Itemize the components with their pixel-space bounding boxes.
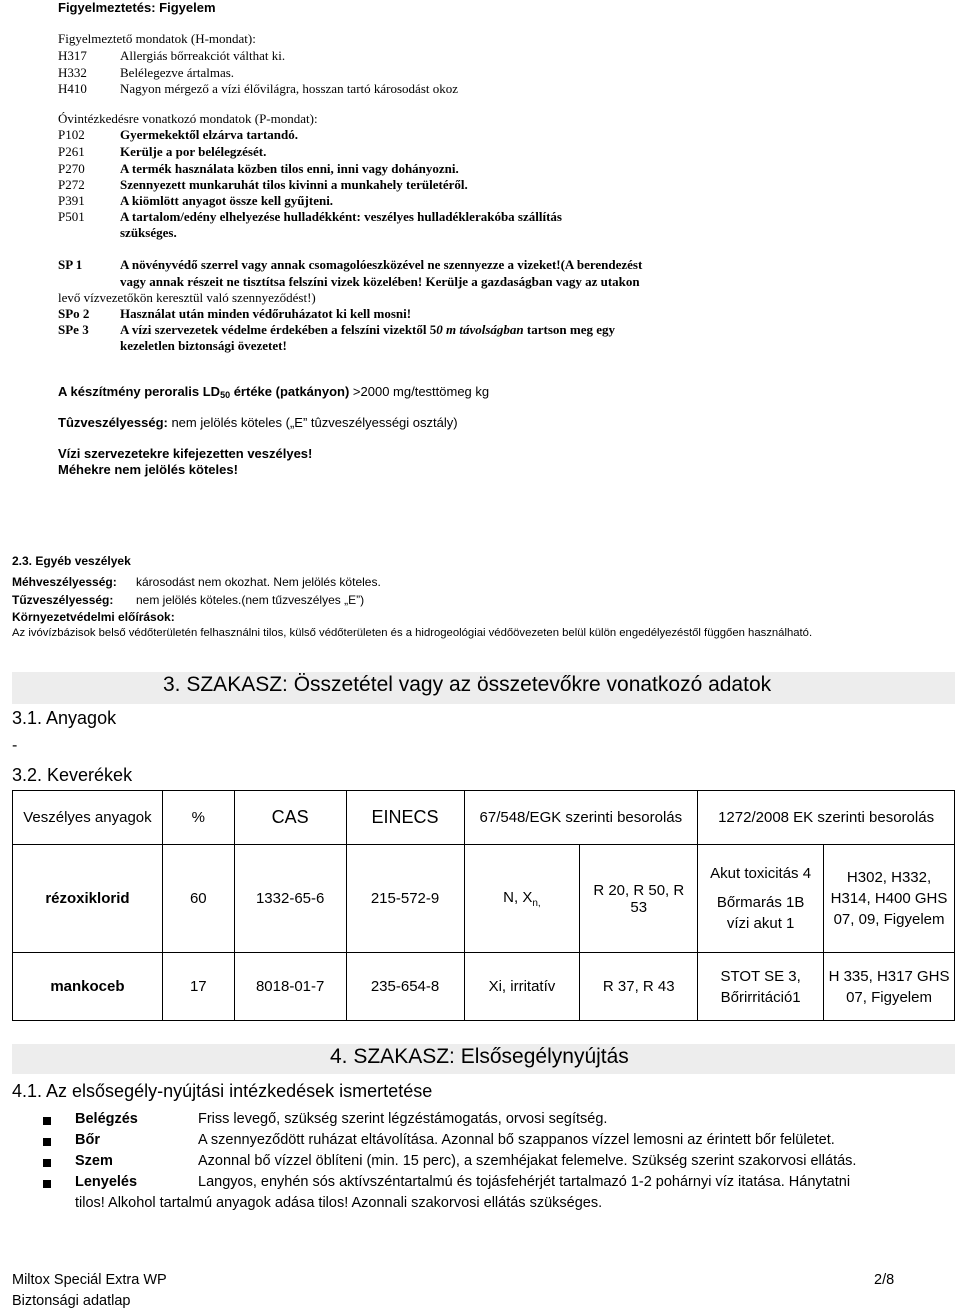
substance-einecs: 215-572-9: [346, 845, 464, 953]
p-statement-row: [58, 177, 468, 193]
first-aid-label: Bőr: [75, 1132, 100, 1148]
h-text: Belélegezve ártalmas.: [120, 65, 235, 80]
classification-text: N, X: [503, 888, 533, 906]
sp-text: Használat után minden védőruházatot ki kell mosni!: [120, 306, 412, 321]
ld50-value: >2000 mg/testtömeg kg: [349, 384, 490, 399]
fire-hazard-value: nem jelölés köteles.(nem tűzveszélyes „E”): [136, 593, 365, 607]
first-aid-item: [75, 1132, 835, 1148]
bee-hazard-label: Méhveszélyesség:: [12, 575, 117, 589]
header-1272-2008-classification: 1272/2008 EK szerinti besorolás: [698, 791, 955, 845]
sp-text-italic: 0 m távolságban: [436, 322, 524, 337]
section-4-1-heading: 4.1. Az elsősegély-nyújtási intézkedések ismertetése: [12, 1081, 433, 1101]
h-statement-row: [58, 65, 234, 81]
header-einecs: EINECS: [346, 791, 464, 845]
composition-table: [12, 790, 955, 1021]
classification-subscript: n,: [532, 897, 541, 909]
p-code: P261: [58, 144, 85, 159]
p-text: A termék használata közben tilos enni, inni vagy dohányozni.: [120, 161, 459, 176]
footer-document-type: Biztonsági adatlap: [12, 1293, 131, 1309]
substance-clp-class: STOT SE 3, Bőrirritáció1: [698, 953, 824, 1021]
substance-r-phrases: R 37, R 43: [580, 953, 698, 1021]
p-text: A kiömlött anyagot össze kell gyűjteni.: [120, 193, 334, 208]
table-row: [13, 845, 955, 953]
flammability-value: nem jelölés köteles („E” tûzveszélyességi osztály): [167, 415, 458, 430]
sp-row: [58, 306, 411, 322]
bullet-icon: [43, 1159, 51, 1167]
p-statement-row: [58, 144, 266, 160]
substance-classification: [464, 845, 580, 953]
bullet-icon: [43, 1180, 51, 1188]
first-aid-text-continued: tilos! Alkohol tartalmú anyagok adása tilos! Azonnali szakorvosi ellátás szükséges.: [75, 1195, 603, 1211]
sp-row: [58, 257, 642, 273]
ld50-label-post: értéke (patkányon): [230, 384, 350, 399]
first-aid-item: [75, 1174, 850, 1190]
sp-text-line: kezeletlen biztonsági övezetet!: [120, 338, 287, 353]
ld50-line: [58, 384, 489, 400]
p-text-continued: szükséges.: [120, 225, 177, 240]
header-67-548-classification: 67/548/EGK szerinti besorolás: [464, 791, 698, 845]
substance-name: rézoxiklorid: [13, 845, 163, 953]
clp-class-line: vízi akut 1: [726, 915, 795, 932]
h-text: Allergiás bőrreakciót válthat ki.: [120, 48, 286, 63]
sp-text: tartson meg egy: [523, 322, 615, 337]
first-aid-text: Friss levegő, szükség szerint légzéstámogatás, orvosi segítség.: [198, 1111, 608, 1127]
first-aid-label: Belégzés: [75, 1111, 138, 1127]
substance-classification: Xi, irritatív: [464, 953, 580, 1021]
header-percent: %: [162, 791, 234, 845]
p-text: Gyermekektől elzárva tartandó.: [120, 127, 298, 142]
header-substance: Veszélyes anyagok: [13, 791, 163, 845]
p-text: Szennyezett munkaruhát tilos kivinni a munkahely területéről.: [120, 177, 468, 192]
section-3-title: 3. SZAKASZ: Összetétel vagy az összetevőkre vonatkozó adatok: [163, 673, 772, 696]
first-aid-item: [75, 1153, 856, 1169]
p-statement-row: [58, 209, 562, 225]
substance-clp-statements: H 335, H317 GHS 07, Figyelem: [824, 953, 955, 1021]
bee-hazard-text: Méhekre nem jelölés köteles!: [58, 462, 238, 477]
clp-class-line: Bőrmarás 1B: [716, 894, 805, 911]
section-3-1-empty: -: [12, 737, 18, 754]
section-3-2-heading: 3.2. Keverékek: [12, 765, 133, 785]
clp-class-line: Akut toxicitás 4: [710, 865, 812, 882]
p-statement-row: [58, 127, 298, 143]
first-aid-text: Langyos, enyhén sós aktívszéntartalmú és tojásfehérjét tartalmazó 1-2 pohárnyi víz itatása. Hánytatni: [198, 1174, 851, 1190]
p-text: A tartalom/edény elhelyezése hulladékként: veszélyes hulladéklerakóba szállítás: [120, 209, 562, 224]
fire-hazard-row: [12, 593, 364, 607]
ld50-subscript: 50: [220, 390, 231, 400]
p-statement-row: [58, 161, 459, 177]
h-code: H410: [58, 81, 87, 96]
aquatic-hazard-text: Vízi szervezetekre kifejezetten veszélyes!: [58, 446, 313, 461]
substance-name: mankoceb: [13, 953, 163, 1021]
p-text: Kerülje a por belélegzését.: [120, 144, 267, 159]
ld50-label: A készítmény peroralis LD: [58, 384, 221, 399]
section-3-1-heading: 3.1. Anyagok: [12, 708, 117, 728]
page-header-title: Figyelmeztetés: Figyelem: [58, 0, 216, 15]
h-code: H332: [58, 65, 87, 80]
h-code: H317: [58, 48, 87, 63]
p-code: P501: [58, 209, 85, 224]
sp-code: SPo 2: [58, 306, 90, 321]
table-header-row: [13, 791, 955, 845]
footer-product-name: Miltox Speciál Extra WP: [12, 1272, 167, 1288]
substance-percent: 17: [162, 953, 234, 1021]
sp-text-line: levő vízvezetőkön keresztül való szennyeződést!): [58, 290, 316, 305]
sp-text-line: vagy annak részeit ne tisztítsa felszíni vizek közelében! Kerülje a gazdaságban vagy az utakon: [120, 274, 640, 289]
h-statement-row: [58, 81, 458, 97]
flammability-label: Tûzveszélyesség:: [58, 415, 168, 430]
p-code: P391: [58, 193, 85, 208]
footer-page-number: 2/8: [874, 1272, 895, 1288]
flammability-line: [58, 415, 458, 430]
env-text: Az ivóvízbázisok belső védőterületén felhasználni tilos, külső védőterületen és a hidrogeológiai védőövezeten belül külön engedélyezéstől függően használható.: [12, 627, 813, 639]
other-hazards-heading: 2.3. Egyéb veszélyek: [12, 554, 131, 568]
env-heading: Környezetvédelmi előírások:: [12, 610, 175, 624]
p-code: P272: [58, 177, 85, 192]
substance-clp-class: [698, 845, 824, 953]
sp-text: A növényvédő szerrel vagy annak csomagolóeszközével ne szennyezze a vizeket!(A berendezést: [120, 257, 643, 272]
header-cas: CAS: [234, 791, 346, 845]
first-aid-label: Lenyelés: [75, 1174, 138, 1190]
substance-r-phrases: R 20, R 50, R 53: [580, 845, 698, 953]
sp-row: [58, 322, 615, 338]
h-text: Nagyon mérgező a vízi élővilágra, hosszan tartó károsodást okoz: [120, 81, 459, 96]
first-aid-text: Azonnal bő vízzel öblíteni (min. 15 perc), a szemhéjakat felemelve. Szükség szerint szakorvosi ellátás.: [198, 1153, 857, 1169]
substance-percent: 60: [162, 845, 234, 953]
sp-code: SP 1: [58, 257, 83, 272]
table-row: [13, 953, 955, 1021]
h-statement-row: [58, 48, 285, 64]
first-aid-text: A szennyeződött ruházat eltávolítása. Azonnal bő szappanos vízzel lemosni az érintett bőr felületet.: [198, 1132, 835, 1148]
first-aid-item: [75, 1111, 607, 1127]
sp-code: SPe 3: [58, 322, 89, 337]
substance-einecs: 235-654-8: [346, 953, 464, 1021]
bullet-icon: [43, 1117, 51, 1125]
first-aid-label: Szem: [75, 1153, 113, 1169]
bee-hazard-row: [12, 575, 381, 589]
fire-hazard-label: Tűzveszélyesség:: [12, 593, 114, 607]
bee-hazard-value: károsodást nem okozhat. Nem jelölés köteles.: [136, 575, 381, 589]
p-code: P102: [58, 127, 85, 142]
h-section-heading: Figyelmeztető mondatok (H-mondat):: [58, 31, 256, 46]
substance-cas: 1332-65-6: [234, 845, 346, 953]
p-code: P270: [58, 161, 85, 176]
section-4-title: 4. SZAKASZ: Elsősegélynyújtás: [330, 1045, 629, 1068]
bullet-icon: [43, 1138, 51, 1146]
substance-clp-statements: H302, H332, H314, H400 GHS 07, 09, Figyelem: [824, 845, 955, 953]
p-section-heading: Óvintézkedésre vonatkozó mondatok (P-mondat):: [58, 111, 318, 126]
substance-cas: 8018-01-7: [234, 953, 346, 1021]
p-statement-row: [58, 193, 333, 209]
sp-text: A vízi szervezetek védelme érdekében a felszíni vizektől 5: [120, 322, 437, 337]
